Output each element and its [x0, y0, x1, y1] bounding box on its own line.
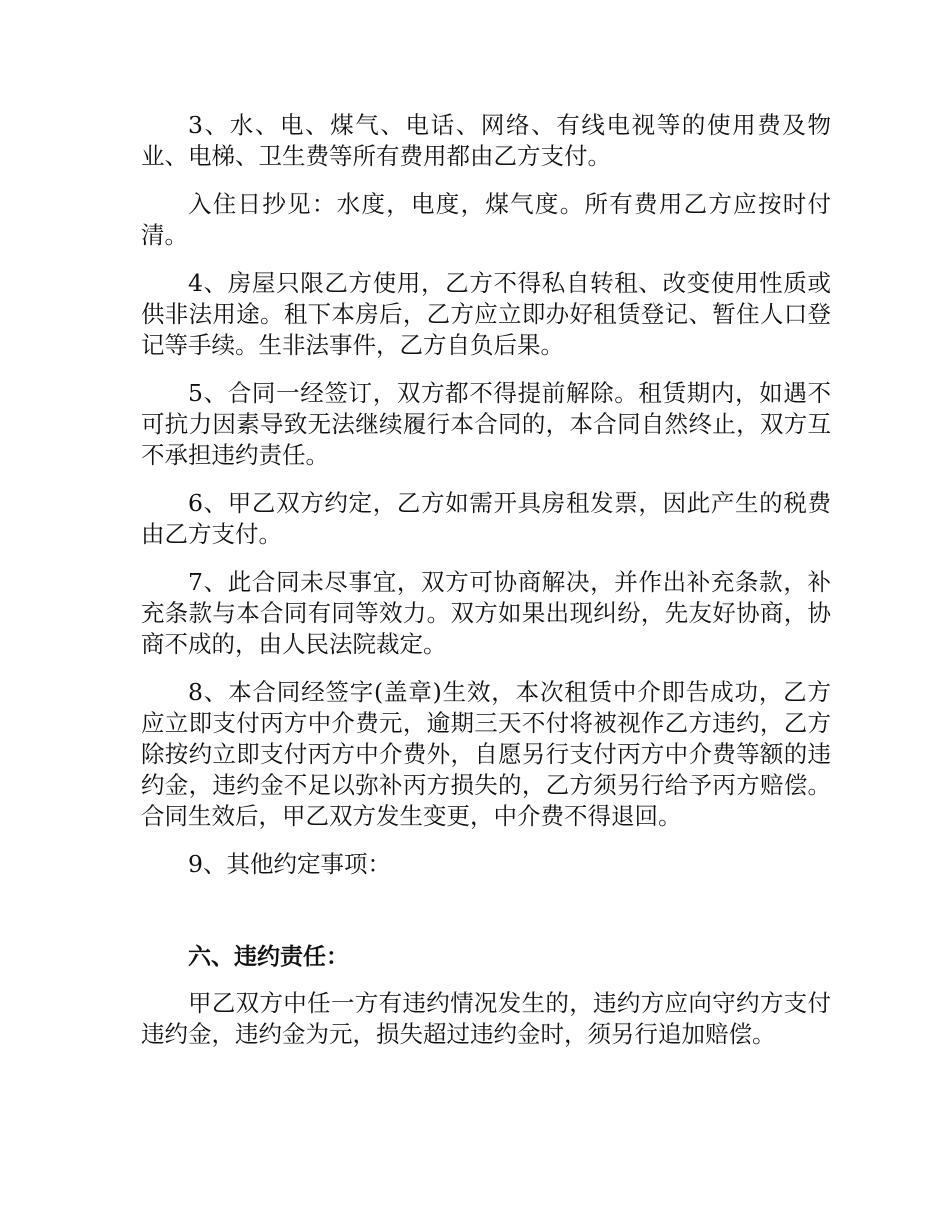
meter-reading-note: 入住日抄见：水度，电度，煤气度。所有费用乙方应按时付清。	[141, 190, 831, 249]
section-heading-liability: 六、违约责任：	[188, 944, 349, 970]
clause-4-usage: 4、房屋只限乙方使用，乙方不得私自转租、改变使用性质或供非法用途。租下本房后，乙方应立即办好租赁登记、暂住人口登记等手续。生非法事件，乙方自负后果。	[141, 269, 831, 359]
liability-paragraph: 甲乙双方中任一方有违约情况发生的，违约方应向守约方支付违约金，违约金为元，损失超过违约金时，须另行追加赔偿。	[141, 989, 831, 1048]
clause-8-agency-fee: 8、本合同经签字(盖章)生效，本次租赁中介即告成功，乙方应立即支付丙方中介费元，逾期三天不付将被视作乙方违约，乙方除按约立即支付丙方中介费外，自愿另行支付丙方中介费等额的违约金，违约金不足以弥补丙方损失的，乙方须另行给予丙方赔偿。合同生效后，甲乙双方发生变更，中介费不得退回。	[141, 678, 831, 830]
clause-6-invoice: 6、甲乙双方约定，乙方如需开具房租发票，因此产生的税费由乙方支付。	[141, 489, 831, 548]
clause-5-termination: 5、合同一经签订，双方都不得提前解除。租赁期内，如遇不可抗力因素导致无法继续履行本合同的，本合同自然终止，双方互不承担违约责任。	[141, 379, 831, 469]
clause-7-supplement: 7、此合同未尽事宜，双方可协商解决，并作出补充条款，补充条款与本合同有同等效力。双方如果出现纠纷，先友好协商，协商不成的，由人民法院裁定。	[141, 568, 831, 658]
clause-3-utilities: 3、水、电、煤气、电话、网络、有线电视等的使用费及物业、电梯、卫生费等所有费用都由乙方支付。	[141, 111, 831, 170]
document-body	[141, 110, 831, 1067]
clause-9-other: 9、其他约定事项：	[188, 850, 391, 878]
